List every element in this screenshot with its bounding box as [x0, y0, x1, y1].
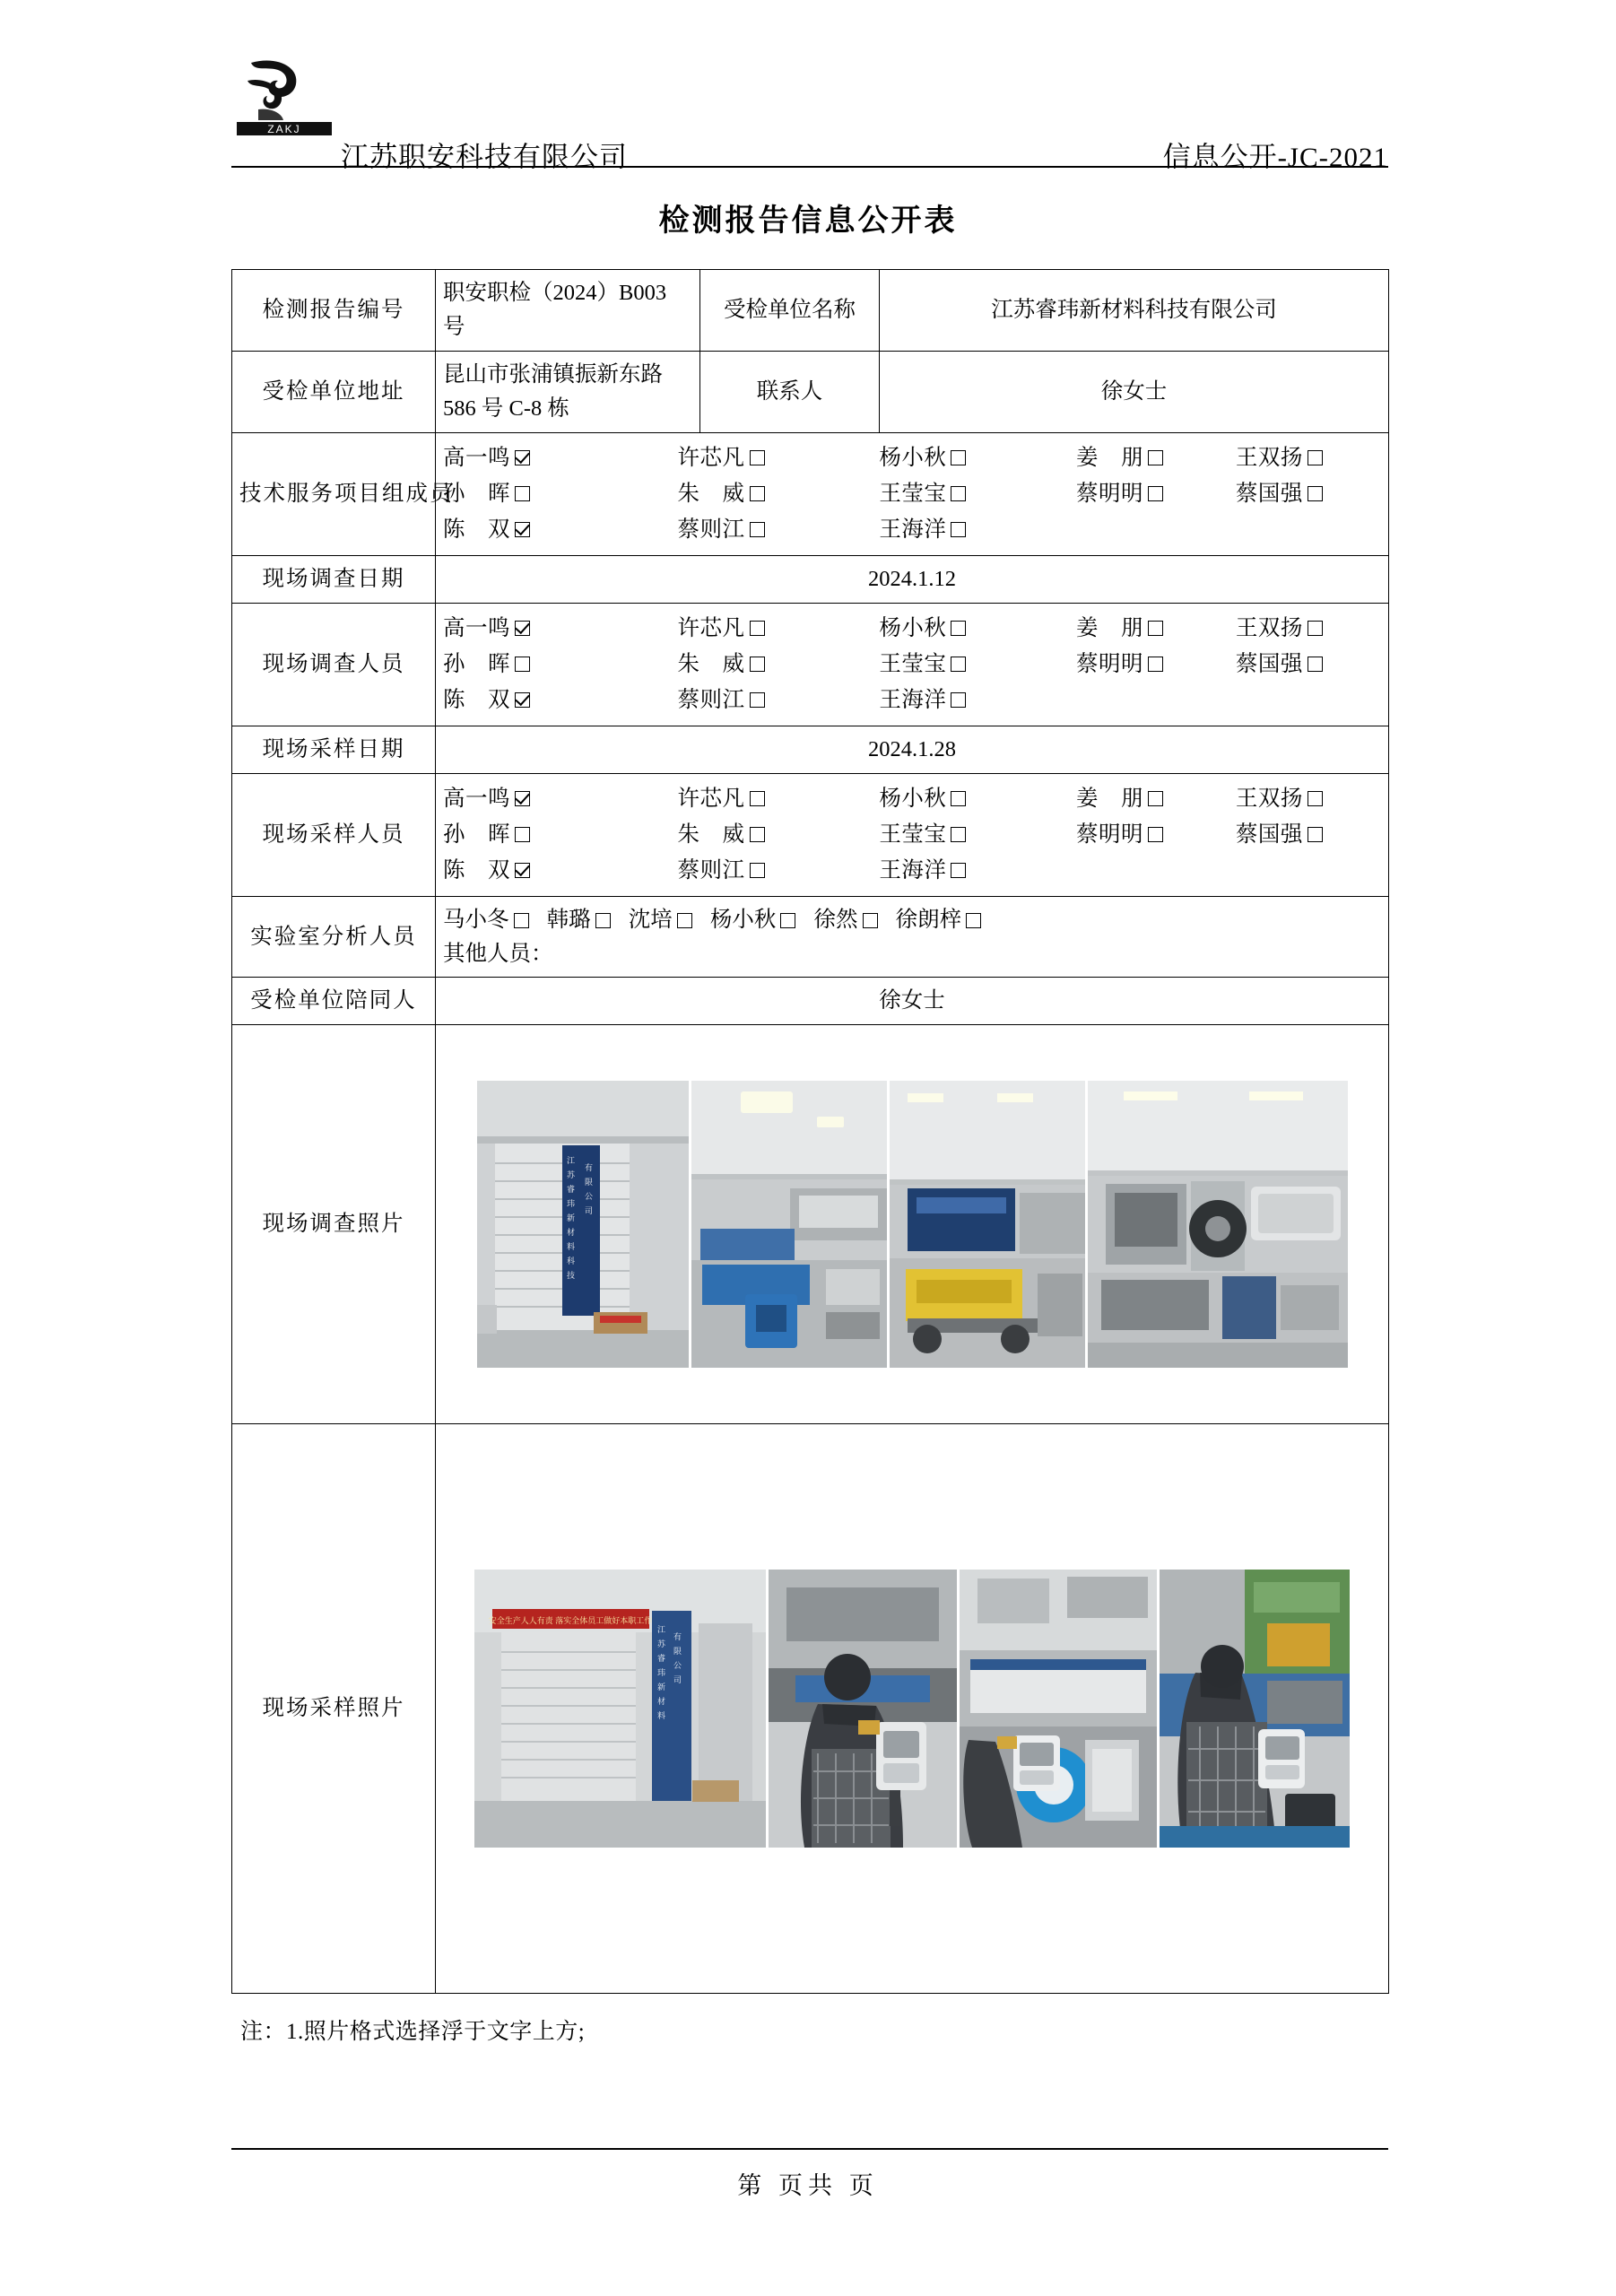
- staff-item[interactable]: [1236, 477, 1381, 511]
- photo-sample-4: [1160, 1570, 1350, 1848]
- photo-sample-2: [769, 1570, 957, 1848]
- table-row: [232, 896, 1389, 978]
- staff-row: [443, 782, 1381, 816]
- staff-item[interactable]: [879, 818, 1076, 852]
- table-row: [232, 351, 1389, 432]
- staff-item[interactable]: [678, 648, 880, 682]
- checkbox-icon[interactable]: [951, 486, 966, 501]
- staff-name: 王双扬: [1235, 615, 1303, 640]
- staff-item[interactable]: [879, 441, 1076, 475]
- staff-item[interactable]: [443, 648, 678, 682]
- checkbox-icon[interactable]: [515, 486, 530, 501]
- sample-staff-label: 现场采样人员: [232, 773, 436, 896]
- svg-text:苏: 苏: [657, 1639, 666, 1649]
- table-row: [232, 555, 1389, 603]
- svg-text:公: 公: [673, 1661, 682, 1671]
- checkbox-icon[interactable]: [951, 522, 966, 537]
- document-header: [231, 54, 1388, 173]
- staff-item[interactable]: [443, 477, 678, 511]
- survey-staff-value: [436, 603, 1389, 726]
- checkbox-icon[interactable]: [1308, 450, 1323, 465]
- checkbox-icon[interactable]: [750, 450, 765, 465]
- checkbox-icon[interactable]: [595, 913, 611, 928]
- staff-name: 王双扬: [1235, 786, 1303, 811]
- staff-checkbox-grid: [443, 441, 1381, 547]
- staff-name: 蔡则江: [677, 687, 745, 712]
- photo-survey-2: [691, 1081, 887, 1368]
- staff-item[interactable]: [443, 513, 678, 547]
- svg-text:新: 新: [566, 1213, 575, 1223]
- staff-item[interactable]: [678, 818, 880, 852]
- lab-staff-line: [443, 903, 1381, 937]
- svg-text:新: 新: [657, 1683, 666, 1692]
- checkbox-icon[interactable]: [515, 450, 530, 465]
- svg-text:技: 技: [566, 1271, 575, 1281]
- staff-name: 韩璐: [546, 907, 591, 932]
- checkbox-icon[interactable]: [1148, 827, 1163, 842]
- staff-row: [443, 513, 1381, 547]
- staff-name: 孙 晖: [443, 651, 510, 676]
- svg-text:江: 江: [566, 1156, 575, 1166]
- checkbox-icon[interactable]: [750, 621, 765, 636]
- photo-strip: [443, 1570, 1381, 1848]
- lab-staff-label: 实验室分析人员: [232, 896, 436, 978]
- client-address-label: 受检单位地址: [232, 351, 436, 432]
- svg-text:睿: 睿: [566, 1185, 575, 1195]
- staff-item[interactable]: [896, 908, 982, 932]
- staff-item[interactable]: [879, 648, 1076, 682]
- survey-photos-label: 现场调查照片: [232, 1025, 436, 1424]
- photo-sample-3: [960, 1570, 1157, 1848]
- staff-item[interactable]: [678, 441, 880, 475]
- survey-date-label: 现场调查日期: [232, 555, 436, 603]
- sample-date-label: 现场采样日期: [232, 726, 436, 773]
- checkbox-icon[interactable]: [515, 621, 530, 636]
- checkbox-icon[interactable]: [1148, 486, 1163, 501]
- staff-name: 陈 双: [443, 517, 510, 542]
- staff-row: [443, 683, 1381, 718]
- staff-row: [443, 648, 1381, 682]
- staff-item[interactable]: [1076, 782, 1236, 816]
- checkbox-icon[interactable]: [515, 657, 530, 672]
- staff-row: [443, 441, 1381, 475]
- checkbox-icon[interactable]: [515, 522, 530, 537]
- photo-survey-3: [890, 1081, 1085, 1368]
- svg-text:料: 料: [657, 1711, 666, 1721]
- staff-name: 徐然: [813, 907, 858, 932]
- staff-item[interactable]: [443, 782, 678, 816]
- staff-item[interactable]: [879, 854, 1076, 888]
- staff-checkbox-grid: [443, 612, 1381, 718]
- staff-name: 蔡明明: [1076, 651, 1144, 676]
- survey-date-value: 2024.1.12: [436, 555, 1389, 603]
- staff-name: 王海洋: [879, 857, 947, 883]
- staff-name: 杨小秋: [879, 615, 947, 640]
- svg-text:司: 司: [584, 1206, 593, 1216]
- staff-item[interactable]: [678, 683, 880, 718]
- checkbox-icon[interactable]: [750, 863, 765, 878]
- company-logo-icon: [231, 54, 339, 139]
- staff-name: 孙 晖: [443, 822, 510, 847]
- checkbox-icon[interactable]: [677, 913, 692, 928]
- table-row: [232, 726, 1389, 773]
- company-name: 江苏职安科技有限公司: [341, 141, 628, 173]
- staff-name: 杨小秋: [879, 445, 947, 470]
- lab-staff-value: [436, 896, 1389, 978]
- staff-row: [443, 477, 1381, 511]
- table-row: [232, 978, 1389, 1025]
- staff-item[interactable]: [1236, 612, 1381, 646]
- svg-text:玮: 玮: [566, 1199, 575, 1209]
- staff-item[interactable]: [443, 854, 678, 888]
- report-info-table: [231, 269, 1389, 1994]
- staff-item[interactable]: [443, 908, 529, 932]
- table-row: [232, 603, 1389, 726]
- client-name-value: 江苏睿玮新材料科技有限公司: [880, 270, 1389, 352]
- checkbox-icon[interactable]: [750, 692, 765, 708]
- staff-item[interactable]: [629, 908, 692, 932]
- staff-item[interactable]: [678, 854, 880, 888]
- team-members-value: [436, 432, 1389, 555]
- staff-item[interactable]: [1076, 441, 1236, 475]
- sample-staff-value: [436, 773, 1389, 896]
- table-row: [232, 1424, 1389, 1994]
- staff-name: 杨小秋: [709, 907, 777, 932]
- table-row: [232, 432, 1389, 555]
- staff-item[interactable]: [879, 782, 1076, 816]
- contact-value: 徐女士: [880, 351, 1389, 432]
- checkbox-icon[interactable]: [951, 621, 966, 636]
- svg-text:有: 有: [584, 1163, 593, 1173]
- staff-item[interactable]: [1236, 818, 1381, 852]
- staff-name: 蔡国强: [1235, 822, 1303, 847]
- sample-photos-cell: [436, 1424, 1389, 1994]
- checkbox-icon[interactable]: [951, 657, 966, 672]
- staff-item[interactable]: [678, 513, 880, 547]
- staff-name: 王莹宝: [879, 651, 947, 676]
- checkbox-icon[interactable]: [750, 522, 765, 537]
- staff-name: 蔡则江: [677, 857, 745, 883]
- staff-name: 蔡国强: [1235, 481, 1303, 506]
- photo-strip: [443, 1081, 1381, 1368]
- svg-text:限: 限: [584, 1178, 593, 1187]
- staff-name: 王莹宝: [879, 481, 947, 506]
- survey-photos-cell: [436, 1025, 1389, 1424]
- report-no-value: 职安职检（2024）B003 号: [436, 270, 700, 352]
- contact-label: 联系人: [700, 351, 880, 432]
- staff-name: 王莹宝: [879, 822, 947, 847]
- page-number: 第 页共 页: [737, 2172, 879, 2199]
- staff-name: 姜 朋: [1076, 445, 1144, 470]
- staff-name: 许芯凡: [677, 786, 745, 811]
- svg-text:江: 江: [657, 1625, 666, 1635]
- report-no-label: 检测报告编号: [232, 270, 436, 352]
- staff-name: 孙 晖: [443, 481, 510, 506]
- other-staff-line: 其他人员：: [443, 941, 553, 966]
- staff-name: 朱 威: [677, 651, 745, 676]
- staff-checkbox-grid: [443, 782, 1381, 888]
- checkbox-icon[interactable]: [514, 913, 529, 928]
- staff-name: 徐朗梓: [895, 907, 962, 932]
- team-members-label: 技术服务项目组成员: [232, 432, 436, 555]
- staff-name: 高一鸣: [443, 786, 510, 811]
- staff-item[interactable]: [678, 782, 880, 816]
- footer-divider: [231, 2148, 1388, 2150]
- svg-text:玮: 玮: [657, 1668, 666, 1678]
- checkbox-icon[interactable]: [1308, 657, 1323, 672]
- checkbox-icon[interactable]: [966, 913, 981, 928]
- staff-name: 蔡明明: [1076, 822, 1144, 847]
- staff-item[interactable]: [547, 908, 611, 932]
- escort-label: 受检单位陪同人: [232, 978, 436, 1025]
- document-code: 信息公开-JC-2021: [1162, 141, 1388, 173]
- checkbox-icon[interactable]: [951, 791, 966, 806]
- staff-item[interactable]: [443, 441, 678, 475]
- header-divider: [231, 166, 1388, 168]
- table-row: [232, 1025, 1389, 1424]
- client-address-value: 昆山市张浦镇振新东路 586 号 C-8 栋: [436, 351, 700, 432]
- staff-name: 杨小秋: [879, 786, 947, 811]
- staff-item[interactable]: [879, 513, 1076, 547]
- staff-item[interactable]: [1236, 648, 1381, 682]
- staff-name: 沈培: [628, 907, 673, 932]
- checkbox-icon[interactable]: [1308, 621, 1323, 636]
- photo-sample-1: [474, 1570, 766, 1848]
- svg-text:公: 公: [584, 1192, 593, 1202]
- checkbox-icon[interactable]: [750, 657, 765, 672]
- staff-name: 高一鸣: [443, 445, 510, 470]
- staff-item[interactable]: [1236, 782, 1381, 816]
- staff-name: 朱 威: [677, 822, 745, 847]
- staff-name: 王海洋: [879, 517, 947, 542]
- staff-name: 朱 威: [677, 481, 745, 506]
- staff-name: 高一鸣: [443, 615, 510, 640]
- page-title: 检测报告信息公开表: [658, 204, 958, 238]
- checkbox-icon[interactable]: [951, 692, 966, 708]
- checkbox-icon[interactable]: [951, 450, 966, 465]
- staff-row: [443, 854, 1381, 888]
- checkbox-icon[interactable]: [1148, 791, 1163, 806]
- svg-text:睿: 睿: [657, 1654, 666, 1664]
- svg-text:限: 限: [673, 1647, 682, 1657]
- staff-row: [443, 612, 1381, 646]
- staff-item[interactable]: [678, 477, 880, 511]
- photo-survey-4: [1088, 1081, 1348, 1368]
- svg-text:安全生产人人有责 落实全体员工做好本职工作: 安全生产人人有责 落实全体员工做好本职工作: [488, 1616, 653, 1626]
- checkbox-icon[interactable]: [515, 827, 530, 842]
- staff-item[interactable]: [1076, 612, 1236, 646]
- svg-text:科: 科: [566, 1257, 575, 1266]
- svg-text:料: 料: [566, 1242, 575, 1252]
- staff-name: 姜 朋: [1076, 786, 1144, 811]
- staff-name: 陈 双: [443, 687, 510, 712]
- staff-item[interactable]: [443, 683, 678, 718]
- staff-row: [443, 818, 1381, 852]
- checkbox-icon[interactable]: [515, 692, 530, 708]
- svg-text:材: 材: [566, 1228, 575, 1238]
- checkbox-icon[interactable]: [951, 863, 966, 878]
- svg-text:有: 有: [673, 1632, 682, 1642]
- checkbox-icon[interactable]: [750, 827, 765, 842]
- staff-item[interactable]: [1076, 477, 1236, 511]
- escort-value: 徐女士: [436, 978, 1389, 1025]
- checkbox-icon[interactable]: [863, 913, 878, 928]
- svg-text:苏: 苏: [566, 1170, 575, 1180]
- staff-name: 蔡则江: [677, 517, 745, 542]
- staff-item[interactable]: [443, 818, 678, 852]
- staff-item[interactable]: [1076, 818, 1236, 852]
- checkbox-icon[interactable]: [951, 827, 966, 842]
- staff-item[interactable]: [1076, 648, 1236, 682]
- staff-item[interactable]: [443, 612, 678, 646]
- checkbox-icon[interactable]: [780, 913, 795, 928]
- checkbox-icon[interactable]: [750, 791, 765, 806]
- svg-text:ZAKJ: ZAKJ: [267, 123, 301, 135]
- checkbox-icon[interactable]: [1148, 621, 1163, 636]
- checkbox-icon[interactable]: [1308, 791, 1323, 806]
- table-row: [232, 270, 1389, 352]
- checkbox-icon[interactable]: [1148, 450, 1163, 465]
- staff-name: 陈 双: [443, 857, 510, 883]
- staff-name: 王双扬: [1235, 445, 1303, 470]
- checkbox-icon[interactable]: [1308, 486, 1323, 501]
- staff-name: 姜 朋: [1076, 615, 1144, 640]
- sample-photos-label: 现场采样照片: [232, 1424, 436, 1994]
- table-row: [232, 773, 1389, 896]
- staff-item[interactable]: [710, 908, 796, 932]
- checkbox-icon[interactable]: [1148, 657, 1163, 672]
- staff-item[interactable]: [879, 477, 1076, 511]
- svg-text:司: 司: [673, 1675, 682, 1685]
- staff-item[interactable]: [814, 908, 878, 932]
- staff-name: 蔡国强: [1235, 651, 1303, 676]
- footnote: 注：1.照片格式选择浮于文字上方;: [240, 2020, 586, 2044]
- photo-survey-1: [477, 1081, 689, 1368]
- staff-item[interactable]: [879, 683, 1076, 718]
- staff-name: 马小冬: [443, 907, 509, 932]
- staff-name: 王海洋: [879, 687, 947, 712]
- staff-item[interactable]: [879, 612, 1076, 646]
- checkbox-icon[interactable]: [750, 486, 765, 501]
- staff-name: 许芯凡: [677, 615, 745, 640]
- staff-name: 蔡明明: [1076, 481, 1144, 506]
- staff-item[interactable]: [678, 612, 880, 646]
- checkbox-icon[interactable]: [1308, 827, 1323, 842]
- survey-staff-label: 现场调查人员: [232, 603, 436, 726]
- staff-item[interactable]: [1236, 441, 1381, 475]
- client-name-label: 受检单位名称: [700, 270, 880, 352]
- staff-name: 许芯凡: [677, 445, 745, 470]
- checkbox-icon[interactable]: [515, 791, 530, 806]
- checkbox-icon[interactable]: [515, 863, 530, 878]
- svg-text:材: 材: [657, 1697, 666, 1707]
- sample-date-value: 2024.1.28: [436, 726, 1389, 773]
